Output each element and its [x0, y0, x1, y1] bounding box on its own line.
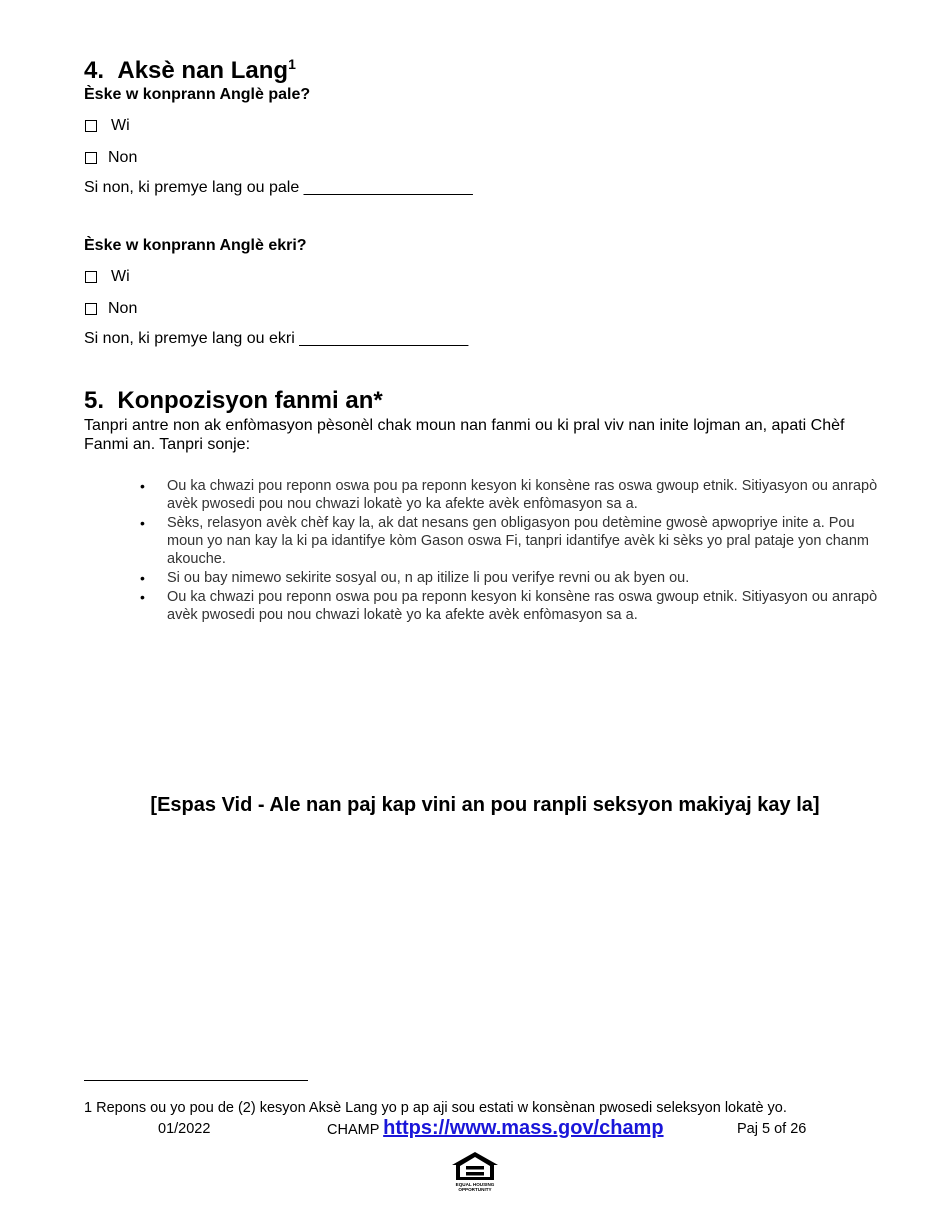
option-write-no[interactable]: Non — [84, 299, 137, 319]
checkbox-write-no[interactable] — [85, 303, 97, 315]
footnote-divider — [84, 1080, 308, 1081]
checkbox-speak-yes[interactable] — [85, 120, 97, 132]
list-item: • Ou ka chwazi pou reponn oswa pou pa reponn kesyon ki konsène ras oswa gwoup etnik. Sitiyasyon ou anrapò avèk pwosedi pou nou chwazi lokatè yo ka afekte avèk enfòmasyon sa a. — [140, 478, 878, 512]
question-write-english: Èske w konprann Anglè ekri? — [84, 237, 307, 254]
speak-language-field[interactable]: Si non, ki premye lang ou pale ___________________ — [84, 179, 473, 196]
write-language-field[interactable]: Si non, ki premye lang ou ekri ___________________ — [84, 330, 469, 347]
equal-housing-logo — [450, 1150, 500, 1192]
svg-text:EQUAL HOUSING: EQUAL HOUSING — [455, 1182, 495, 1187]
list-item: • Ou ka chwazi pou reponn oswa pou pa reponn kesyon ki konsène ras oswa gwoup etnik. Sitiyasyon ou anrapò avèk pwosedi pou nou chwazi lokatè yo ka afekte avèk enfòmasyon sa a. — [140, 589, 878, 623]
svg-text:OPPORTUNITY: OPPORTUNITY — [458, 1187, 492, 1192]
footnote-text: 1 Repons ou yo pou de (2) kesyon Aksè Lang yo p ap aji sou estati w konsènan pwosedi seleksyon lokatè yo. — [84, 1100, 787, 1116]
option-speak-no[interactable]: Non — [84, 148, 137, 168]
checkbox-write-yes[interactable] — [85, 271, 97, 283]
section-4-heading: 4. Aksè nan Lang$^1$ — [84, 56, 296, 84]
instructions-list — [140, 477, 887, 625]
equal-housing-house-icon — [450, 1150, 500, 1192]
checkbox-speak-no[interactable] — [85, 152, 97, 164]
list-item: • Si ou bay nimewo sekirite sosyal ou, n ap itilize li pou verifye revni ou ak byen ou. — [140, 570, 690, 586]
list-item: • Sèks, relasyon avèk chèf kay la, ak dat nesans gen obligasyon pou detèmine gwosè apwopriye inite a. Pou moun yo nan kay la ki pa idantifye kòm Gason oswa Fi, tanpri idantifye avèk ki sèks yo pral pataje yon chanm akouche. — [140, 515, 869, 567]
footer-program: CHAMP https://www.mass.gov/champ — [327, 1117, 664, 1139]
option-speak-yes[interactable]: Wi — [84, 116, 130, 136]
question-speak-english: Èske w konprann Anglè pale? — [84, 86, 311, 103]
champ-link[interactable]: https://www.mass.gov/champ — [383, 1117, 664, 1139]
option-write-yes[interactable]: Wi — [84, 267, 130, 287]
footer-date: 01/2022 — [158, 1121, 211, 1137]
section-5-heading: 5. Konpozisyon fanmi an* — [84, 387, 383, 414]
blank-space-note: [Espas Vid - Ale nan paj kap vini an pou ranpli seksyon makiyaj kay la] — [150, 794, 820, 816]
section-5-intro: Tanpri antre non ak enfòmasyon pèsonèl chak moun nan fanmi ou ki pral viv nan inite lojman an, apati Chèf Fanmi an. Tanpri sonje: — [84, 417, 845, 453]
footnote-marker: 1 — [288, 56, 296, 72]
footer-page-number: Paj 5 of 26 — [737, 1121, 807, 1137]
